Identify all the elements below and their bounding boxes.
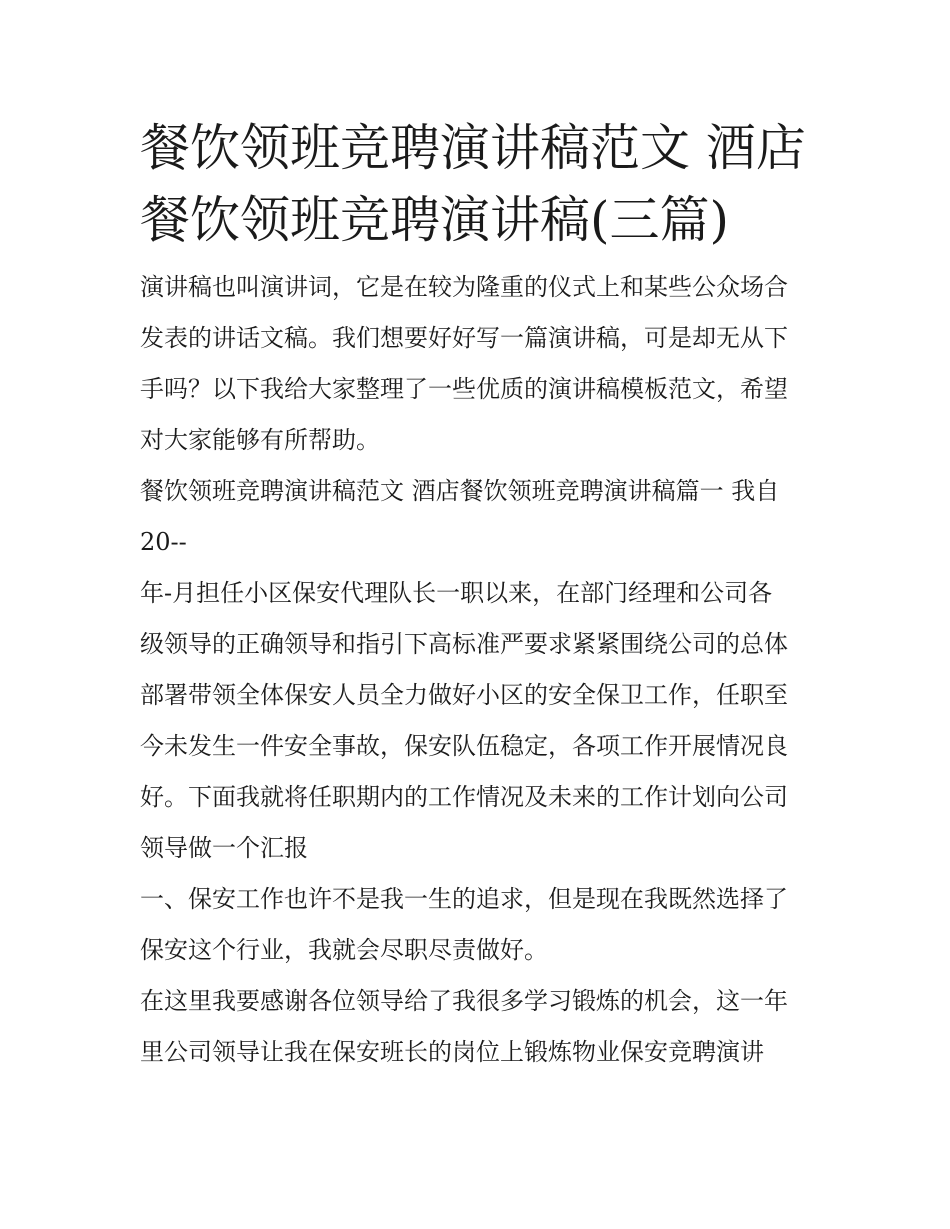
text-line: 发表的讲话文稿。我们想要好好写一篇演讲稿，可是却无从下 — [140, 324, 788, 352]
text-line: 里公司领导让我在保安班长的岗位上锻炼物业保安竞聘演讲 — [140, 1038, 764, 1066]
text-line: 20-- — [140, 528, 187, 556]
text-line: 领导做一个汇报 — [140, 834, 308, 862]
text-line: 年-月担任小区保安代理队长一职以来，在部门经理和公司各 — [140, 579, 773, 607]
title-line-1: 餐饮领班竞聘演讲稿范文 酒店 — [140, 119, 806, 177]
text-line: 保安这个行业，我就会尽职尽责做好。 — [140, 936, 548, 964]
document-title — [140, 112, 812, 256]
text-line: 今未发生一件安全事故，保安队伍稳定，各项工作开展情况良 — [140, 732, 788, 760]
text-line: 级领导的正确领导和指引下高标准严要求紧紧围绕公司的总体 — [140, 630, 788, 658]
text-line: 部署带领全体保安人员全力做好小区的安全保卫工作，任职至 — [140, 681, 788, 709]
text-line: 演讲稿也叫演讲词，它是在较为隆重的仪式上和某些公众场合 — [140, 273, 788, 301]
text-line: 一、保安工作也许不是我一生的追求，但是现在我既然选择了 — [140, 885, 788, 913]
body-paragraph-1 — [140, 568, 812, 874]
section-heading-paragraph — [140, 466, 812, 568]
text-line: 手吗？以下我给大家整理了一些优质的演讲稿模板范文，希望 — [140, 375, 788, 403]
text-line: 对大家能够有所帮助。 — [140, 426, 380, 454]
text-line: 好。下面我就将任职期内的工作情况及未来的工作计划向公司 — [140, 783, 788, 811]
text-line: 在这里我要感谢各位领导给了我很多学习锻炼的机会，这一年 — [140, 987, 788, 1015]
document-body — [140, 112, 812, 1078]
body-paragraph-3 — [140, 976, 812, 1078]
text-line: 餐饮领班竞聘演讲稿范文 酒店餐饮领班竞聘演讲稿篇一 我自 — [140, 477, 780, 505]
intro-paragraph — [140, 262, 812, 466]
body-paragraph-2 — [140, 874, 812, 976]
title-line-2: 餐饮领班竞聘演讲稿(三篇) — [140, 191, 730, 249]
